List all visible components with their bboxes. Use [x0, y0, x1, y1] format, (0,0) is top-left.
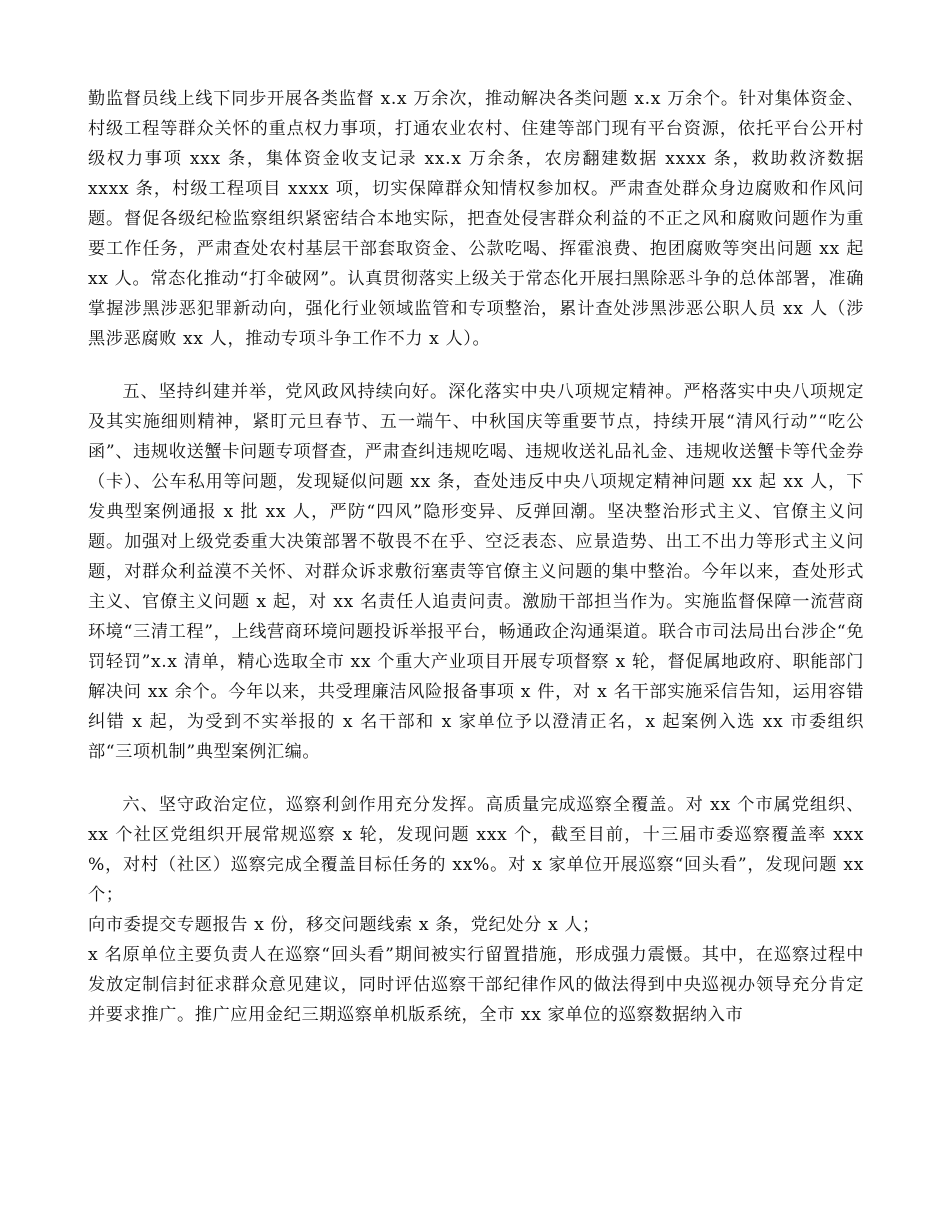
document-page	[88, 84, 864, 1030]
body-paragraph-5: x 名原单位主要负责人在巡察“回头看”期间被实行留置措施，形成强力震慑。其中，在巡察过程中发放定制信封征求群众意见建议，同时评估巡察干部纪律作风的做法得到中央巡视办领导充分肯定并要求推广。推广应用金纪三期巡察单机版系统，全市 xx 家单位的巡察数据纳入市	[88, 945, 864, 1025]
body-paragraph-1: 勤监督员线上线下同步开展各类监督 x.x 万余次，推动解决各类问题 x.x 万余个。针对集体资金、村级工程等群众关怀的重点权力事项，打通农业农村、住建等部门现有平台资源，依托平台公开村级权力事项 xxx 条，集体资金收支记录 xx.x 万余条，农房翻建数据 xxxx 条，救助救济数据 xxxx 条，村级工程项目 xxxx 项，切实保障群众知情权参加权。严肃查处群众身边腐败和作风问题。督促各级纪检监察组织紧密结合本地实际，把查处侵害群众利益的不正之风和腐败问题作为重要工作任务，严肃查处农村基层干部套取资金、公款吃喝、挥霍浪费、抱团腐败等突出问题 xx 起 xx 人。常态化推动“打伞破网”。认真贯彻落实上级关于常态化开展扫黑除恶斗争的总体部署，准确掌握涉黑涉恶犯罪新动向，强化行业领域监管和专项整治，累计查处涉黑涉恶公职人员 xx 人（涉黑涉恶腐败 xx 人，推动专项斗争工作不力 x 人）。	[88, 89, 864, 349]
body-paragraph-4: 向市委提交专题报告 x 份，移交问题线索 x 条，党纪处分 x 人；	[88, 915, 600, 935]
section-six-paragraph: 六、坚守政治定位，巡察利剑作用充分发挥。高质量完成巡察全覆盖。对 xx 个市属党组织、xx 个社区党组织开展常规巡察 x 轮，发现问题 xxx 个，截至目前，十三届市委巡察覆盖率 xxx %，对村（社区）巡察完成全覆盖目标任务的 xx%。对 x 家单位开展巡察“回头看”，发现问题 xx 个；	[88, 795, 864, 905]
section-five-paragraph: 五、坚持纠建并举，党风政风持续向好。深化落实中央八项规定精神。严格落实中央八项规定及其实施细则精神，紧盯元旦春节、五一端午、中秋国庆等重要节点，持续开展“清风行动”“吃公函”、违规收送蟹卡问题专项督查，严肃查纠违规吃喝、违规收送礼品礼金、违规收送蟹卡等代金券（卡）、公车私用等问题，发现疑似问题 xx 条，查处违反中央八项规定精神问题 xx 起 xx 人，下发典型案例通报 x 批 xx 人，严防“四风”隐形变异、反弹回潮。坚决整治形式主义、官僚主义问题。加强对上级党委重大决策部署不敬畏不在乎、空泛表态、应景造势、出工不出力等形式主义问题，对群众利益漠不关怀、对群众诉求敷衍塞责等官僚主义问题的集中整治。今年以来，查处形式主义、官僚主义问题 x 起，对 xx 名责任人追责问责。激励干部担当作为。实施监督保障一流营商环境“三清工程”，上线营商环境问题投诉举报平台，畅通政企沟通渠道。联合市司法局出台涉企“免罚轻罚”x.x 清单，精心选取全市 xx 个重大产业项目开展专项督察 x 轮，督促属地政府、职能部门解决问 xx 余个。今年以来，共受理廉洁风险报备事项 x 件，对 x 名干部实施采信告知，运用容错纠错 x 起，为受到不实举报的 x 名干部和 x 家单位予以澄清正名，x 起案例入选 xx 市委组织部“三项机制”典型案例汇编。	[88, 382, 864, 762]
